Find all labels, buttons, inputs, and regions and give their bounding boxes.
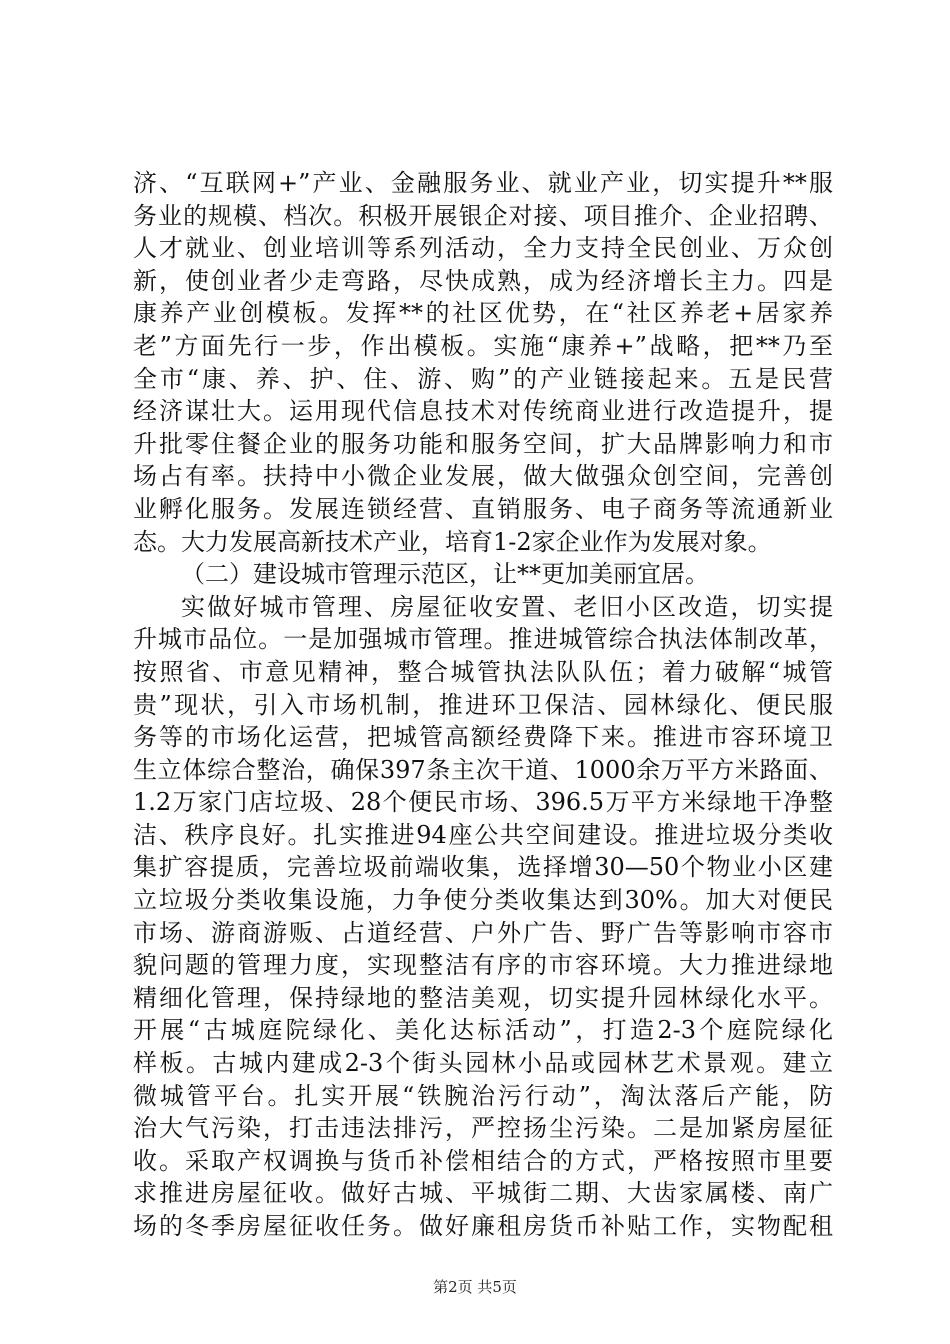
text-line: 样板。古城内建成2-3个街头园林小品或园林艺术景观。建立 <box>133 1049 833 1078</box>
text-line: 济、“互联网+”产业、金融服务业、就业产业，切实提升**服 <box>133 169 833 197</box>
text-line: 实做好城市管理、房屋征收安置、老旧小区改造，切实提 <box>181 592 833 621</box>
text-line: 贵”现状，引入市场机制，推进环卫保洁、园林绿化、便民服 <box>133 690 833 719</box>
text-line: 集扩容提质，完善垃圾前端收集，选择增30—50个物业小区建 <box>133 853 833 882</box>
text-line: 场占有率。扶持中小微企业发展，做大做强众创空间，完善创 <box>133 462 833 491</box>
text-line: 求推进房屋征收。做好古城、平城街二期、大齿家属楼、南广 <box>133 1179 833 1208</box>
text-line: 人才就业、创业培训等系列活动，全力支持全民创业、万众创 <box>133 234 833 263</box>
text-line: 1.2万家门店垃圾、28个便民市场、396.5万平方米绿地干净整 <box>133 788 833 817</box>
text-line: 态。大力发展高新技术产业，培育1-2家企业作为发展对象。 <box>133 527 772 556</box>
text-line: 务业的规模、档次。积极开展银企对接、项目推介、企业招聘、 <box>133 201 833 230</box>
text-line: 康养产业创模板。发挥**的社区优势，在“社区养老+居家养 <box>133 299 833 328</box>
text-line: 场的冬季房屋征收任务。做好廉租房货币补贴工作，实物配租 <box>133 1212 833 1240</box>
text-line: 按照省、市意见精神，整合城管执法队队伍；着力破解“城管 <box>133 657 833 686</box>
text-line: 貌问题的管理力度，实现整洁有序的市容环境。大力推进绿地 <box>133 951 833 980</box>
text-line: 新，使创业者少走弯路，尽快成熟，成为经济增长主力。四是 <box>133 266 833 295</box>
text-line: 务等的市场化运营，把城管高额经费降下来。推进市容环境卫 <box>133 723 833 752</box>
text-line: 治大气污染，打击违法排污，严控扬尘污染。二是加紧房屋征 <box>133 1114 833 1143</box>
text-line: 立垃圾分类收集设施，力争使分类收集达到30%。加大对便民 <box>133 886 833 915</box>
text-line: 收。采取产权调换与货币补偿相结合的方式，严格按照市里要 <box>133 1146 833 1175</box>
text-line: 业孵化服务。发展连锁经营、直销服务、电子商务等流通新业 <box>133 494 833 523</box>
text-line: 升城市品位。一是加强城市管理。推进城管综合执法体制改革， <box>133 625 833 654</box>
text-line: 精细化管理，保持绿地的整洁美观，切实提升园林绿化水平。 <box>133 983 833 1012</box>
text-line: 全市“康、养、护、住、游、购”的产业链接起来。五是民营 <box>133 364 833 393</box>
page-footer: 第2页 共5页 <box>433 1278 517 1296</box>
text-line: 经济谋壮大。运用现代信息技术对传统商业进行改造提升，提 <box>133 397 833 426</box>
text-line: 微城管平台。扎实开展“铁腕治污行动”，淘汰落后产能，防 <box>133 1081 833 1110</box>
text-line: 升批零住餐企业的服务功能和服务空间，扩大品牌影响力和市 <box>133 429 833 458</box>
section-heading: （二）建设城市管理示范区，让**更加美丽宜居。 <box>181 560 709 589</box>
text-line: 开展“古城庭院绿化、美化达标活动”，打造2-3个庭院绿化 <box>133 1016 833 1045</box>
text-line: 市场、游商游贩、占道经营、户外广告、野广告等影响市容市 <box>133 918 833 947</box>
text-line: 洁、秩序良好。扎实推进94座公共空间建设。推进垃圾分类收 <box>133 820 833 849</box>
body-text <box>133 167 833 1243</box>
text-line: 老”方面先行一步，作出模板。实施“康养+”战略，把**乃至 <box>133 331 833 360</box>
text-line: 生立体综合整治，确保397条主次干道、1000余万平方米路面、 <box>133 755 833 784</box>
